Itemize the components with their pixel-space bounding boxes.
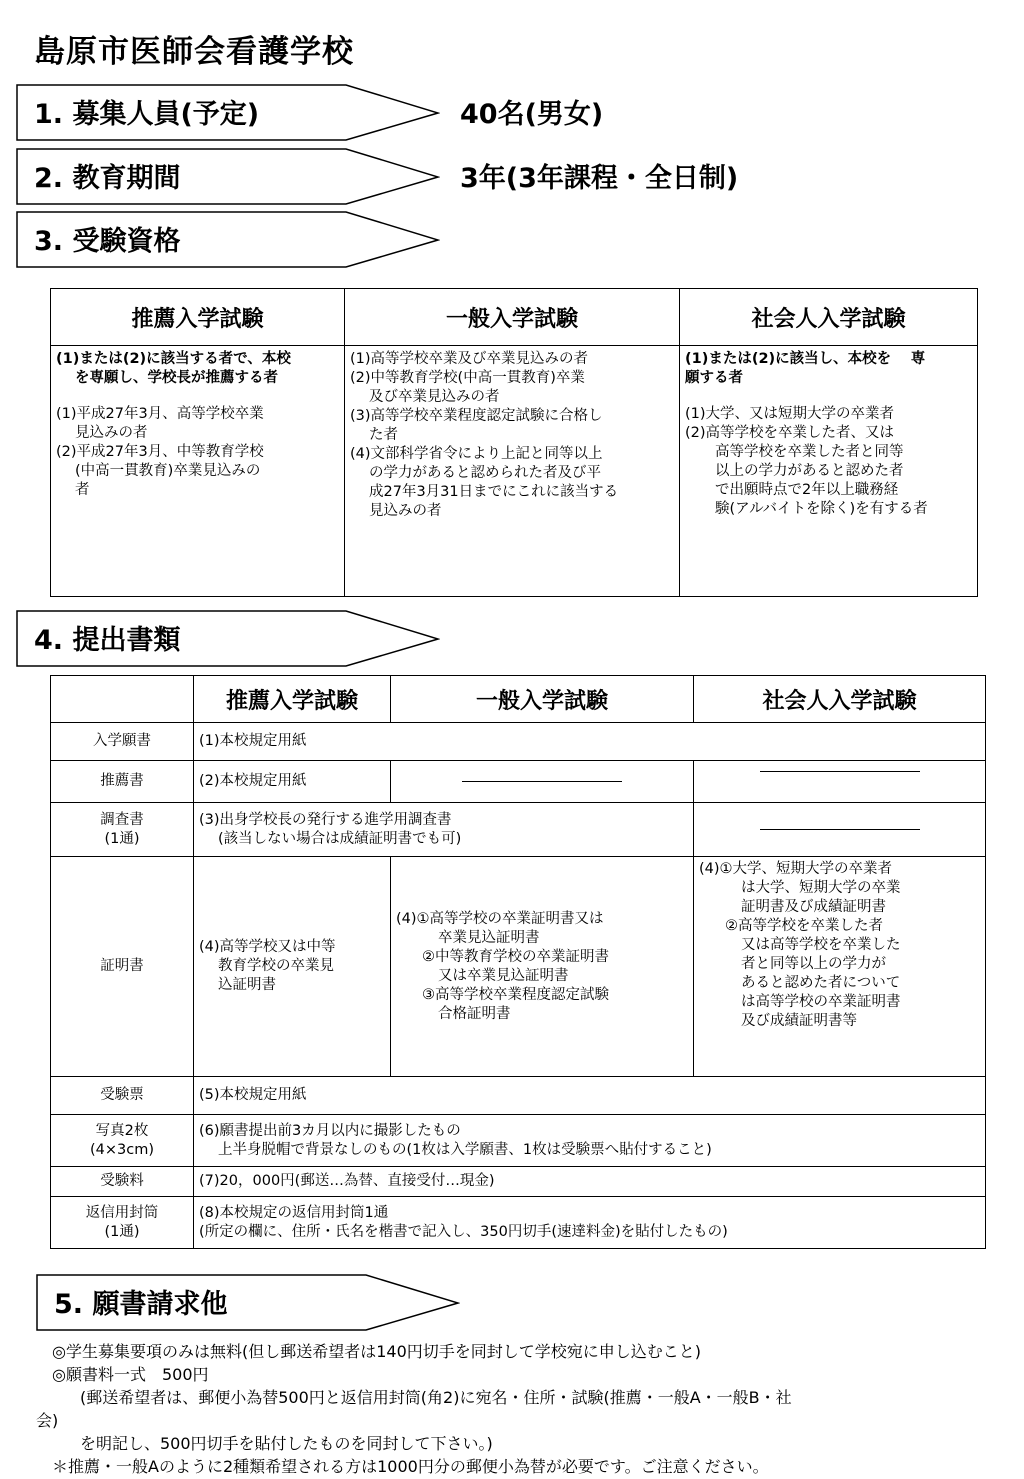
row-text-line: 卒業見込証明書	[438, 929, 540, 946]
qual-text: (4)文部科学省令により上記と同等以上	[350, 446, 603, 462]
body-line: (郵送希望者は、郵便小為替500円と返信用封筒(角2)に宛名・住所・試験(推薦・一般A・一般B・社	[80, 1388, 792, 1407]
dash-cell	[391, 761, 694, 803]
row-text-line: あると認めた者について	[741, 975, 901, 991]
row-header	[51, 1115, 194, 1167]
qual-text: 験(アルバイトを除く)を有する者	[715, 501, 928, 517]
section-1-heading	[16, 84, 440, 142]
section-3-heading	[16, 211, 440, 269]
body-line: を明記し、500円切手を貼付したものを同封して下さい。)	[80, 1434, 493, 1453]
row-text	[194, 803, 694, 857]
qual-text: 高等学校を卒業した者と同等	[715, 444, 904, 460]
row-header-text: (1通)	[104, 1223, 140, 1240]
row-text-line: (3)出身学校長の発行する進学用調査書	[199, 811, 452, 828]
dash-line	[462, 781, 622, 782]
qual-text: 及び卒業見込みの者	[369, 389, 500, 405]
qual-text: で出願時点で2年以上職務経	[715, 482, 899, 498]
qual-text: (1)高等学校卒業及び卒業見込みの者	[350, 351, 589, 367]
qual-text: (2)中等教育学校(中高一貫教育)卒業	[350, 370, 585, 386]
qual-text: (1)大学、又は短期大学の卒業者	[685, 406, 895, 422]
row-header-text: 返信用封筒	[85, 1204, 159, 1221]
section-2-label: 2. 教育期間	[34, 163, 181, 194]
row-text-line: ③高等学校卒業程度認定試験	[422, 986, 609, 1003]
row-text-line: 又は卒業見込証明書	[438, 967, 569, 984]
row-text-line: 者と同等以上の学力が	[741, 956, 886, 972]
qual-text: (3)高等学校卒業程度認定試験に合格し	[350, 408, 603, 424]
section-2-value: 3年(3年課程・全日制)	[460, 163, 739, 194]
table-row	[51, 1077, 986, 1115]
row-text-line: (該当しない場合は成績証明書でも可)	[218, 830, 462, 847]
row-header-text: (4×3cm)	[89, 1141, 154, 1158]
row-text: (5)本校規定用紙	[194, 1077, 986, 1115]
qual-text: (1)または(2)に該当する者で、本校	[56, 351, 291, 367]
row-header-text: (1通)	[104, 830, 140, 847]
row-header: 推薦書	[51, 761, 194, 803]
table-row	[51, 1167, 986, 1197]
row-text: (2)本校規定用紙	[194, 761, 391, 803]
row-text-line: 証明書及び成績証明書	[741, 899, 886, 915]
qual-suisen-cell	[51, 346, 345, 597]
col-suisen: 推薦入学試験	[51, 289, 345, 346]
row-text: (1)本校規定用紙	[194, 723, 986, 761]
row-text-line: 又は高等学校を卒業した	[741, 937, 901, 953]
col-shakai: 社会人入学試験	[694, 676, 986, 723]
row-header	[51, 803, 194, 857]
row-text-line: (所定の欄に、住所・氏名を楷書で記入し、350円切手(速達料金)を貼付したもの)	[199, 1223, 728, 1240]
col-doc-name	[51, 676, 194, 723]
row-text: (7)20，000円(郵送…為替、直接受付…現金)	[194, 1167, 986, 1197]
row-text-line: 合格証明書	[438, 1005, 511, 1022]
row-header: 受験料	[51, 1167, 194, 1197]
qual-text: (2)高等学校を卒業した者、又は	[685, 425, 895, 441]
row-header: 入学願書	[51, 723, 194, 761]
qual-ippan-cell	[345, 346, 680, 597]
qual-text: 以上の学力があると認めた者	[715, 463, 904, 479]
qual-text: 成27年3月31日までにこれに該当する	[369, 484, 619, 500]
qual-text: (1)平成27年3月、高等学校卒業	[56, 406, 264, 422]
table-row	[51, 803, 986, 857]
col-ippan: 一般入学試験	[391, 676, 694, 723]
table-row	[51, 857, 986, 1077]
dash-line	[760, 771, 920, 772]
row-text-line: ②高等学校を卒業した者	[725, 918, 883, 934]
section-5-body	[36, 1340, 792, 1478]
qual-text: (中高一貫教育)卒業見込みの	[75, 463, 261, 479]
row-text-line: 及び成績証明書等	[741, 1013, 857, 1029]
qual-text: 見込みの者	[75, 425, 148, 441]
row-text-line: 上半身脱帽で背景なしのもの(1枚は入学願書、1枚は受験票へ貼付すること)	[218, 1141, 712, 1158]
row-header: 受験票	[51, 1077, 194, 1115]
section-2-heading	[16, 148, 440, 206]
row-text-line: 込証明書	[218, 977, 276, 993]
section-1-value: 40名(男女)	[460, 99, 604, 130]
dash-cell	[694, 803, 986, 857]
qual-text: (1)または(2)に該当し、本校を 専	[685, 351, 926, 367]
qualification-table	[50, 288, 978, 597]
qual-text: (2)平成27年3月、中等教育学校	[56, 444, 264, 460]
row-text	[194, 1115, 986, 1167]
row-text-line: ②中等教育学校の卒業証明書	[422, 948, 609, 965]
dash-line	[760, 829, 920, 830]
qual-text: 願する者	[685, 370, 743, 386]
table-row	[51, 723, 986, 761]
row-text-line: (4)①大学、短期大学の卒業者	[699, 861, 893, 877]
row-text-line: (4)①高等学校の卒業証明書又は	[396, 910, 604, 927]
section-4-label: 4. 提出書類	[34, 625, 181, 656]
shomei-suisen	[194, 857, 391, 1077]
row-text-line: (6)願書提出前3カ月以内に撮影したもの	[199, 1122, 461, 1139]
qual-shakai-cell	[680, 346, 978, 597]
documents-table	[50, 675, 986, 1249]
qual-text: を専願し、学校長が推薦する者	[75, 370, 278, 386]
table-row	[51, 761, 986, 803]
col-suisen: 推薦入学試験	[194, 676, 391, 723]
row-text-line: は大学、短期大学の卒業	[741, 880, 901, 896]
section-1-label: 1. 募集人員(予定)	[34, 99, 260, 130]
table-row	[51, 1115, 986, 1167]
body-line: 会)	[36, 1411, 59, 1430]
shomei-shakai	[694, 857, 986, 1077]
body-line: ◎学生募集要項のみは無料(但し郵送希望者は140円切手を同封して学校宛に申し込むこと)	[52, 1342, 701, 1361]
row-text-line: 教育学校の卒業見	[218, 958, 334, 974]
body-line: ＊推薦・一般Aのように2種類希望される方は1000円分の郵便小為替が必要です。ご注意ください。	[52, 1457, 769, 1476]
row-text-line: (4)高等学校又は中等	[199, 939, 336, 955]
page-title: 島原市医師会看護学校	[34, 34, 354, 70]
row-header	[51, 1197, 194, 1249]
qual-text: 見込みの者	[369, 503, 442, 519]
row-text	[194, 1197, 986, 1249]
qual-text: の学力があると認められた者及び平	[369, 465, 601, 481]
row-text-line: は高等学校の卒業証明書	[741, 994, 901, 1010]
qual-text: た者	[369, 427, 398, 443]
section-5-label: 5. 願書請求他	[54, 1289, 228, 1320]
col-shakai: 社会人入学試験	[680, 289, 978, 346]
col-ippan: 一般入学試験	[345, 289, 680, 346]
qual-text: 者	[75, 482, 90, 498]
section-5-heading	[36, 1274, 460, 1332]
body-line: ◎願書料一式 500円	[52, 1365, 209, 1384]
section-4-heading	[16, 610, 440, 668]
dash-cell	[694, 761, 986, 803]
shomei-ippan	[391, 857, 694, 1077]
row-header: 証明書	[51, 857, 194, 1077]
section-3-label: 3. 受験資格	[34, 226, 181, 257]
table-row	[51, 1197, 986, 1249]
row-text-line: (8)本校規定の返信用封筒1通	[199, 1204, 389, 1221]
row-header-text: 写真2枚	[95, 1122, 149, 1139]
row-header-text: 調査書	[100, 811, 144, 828]
